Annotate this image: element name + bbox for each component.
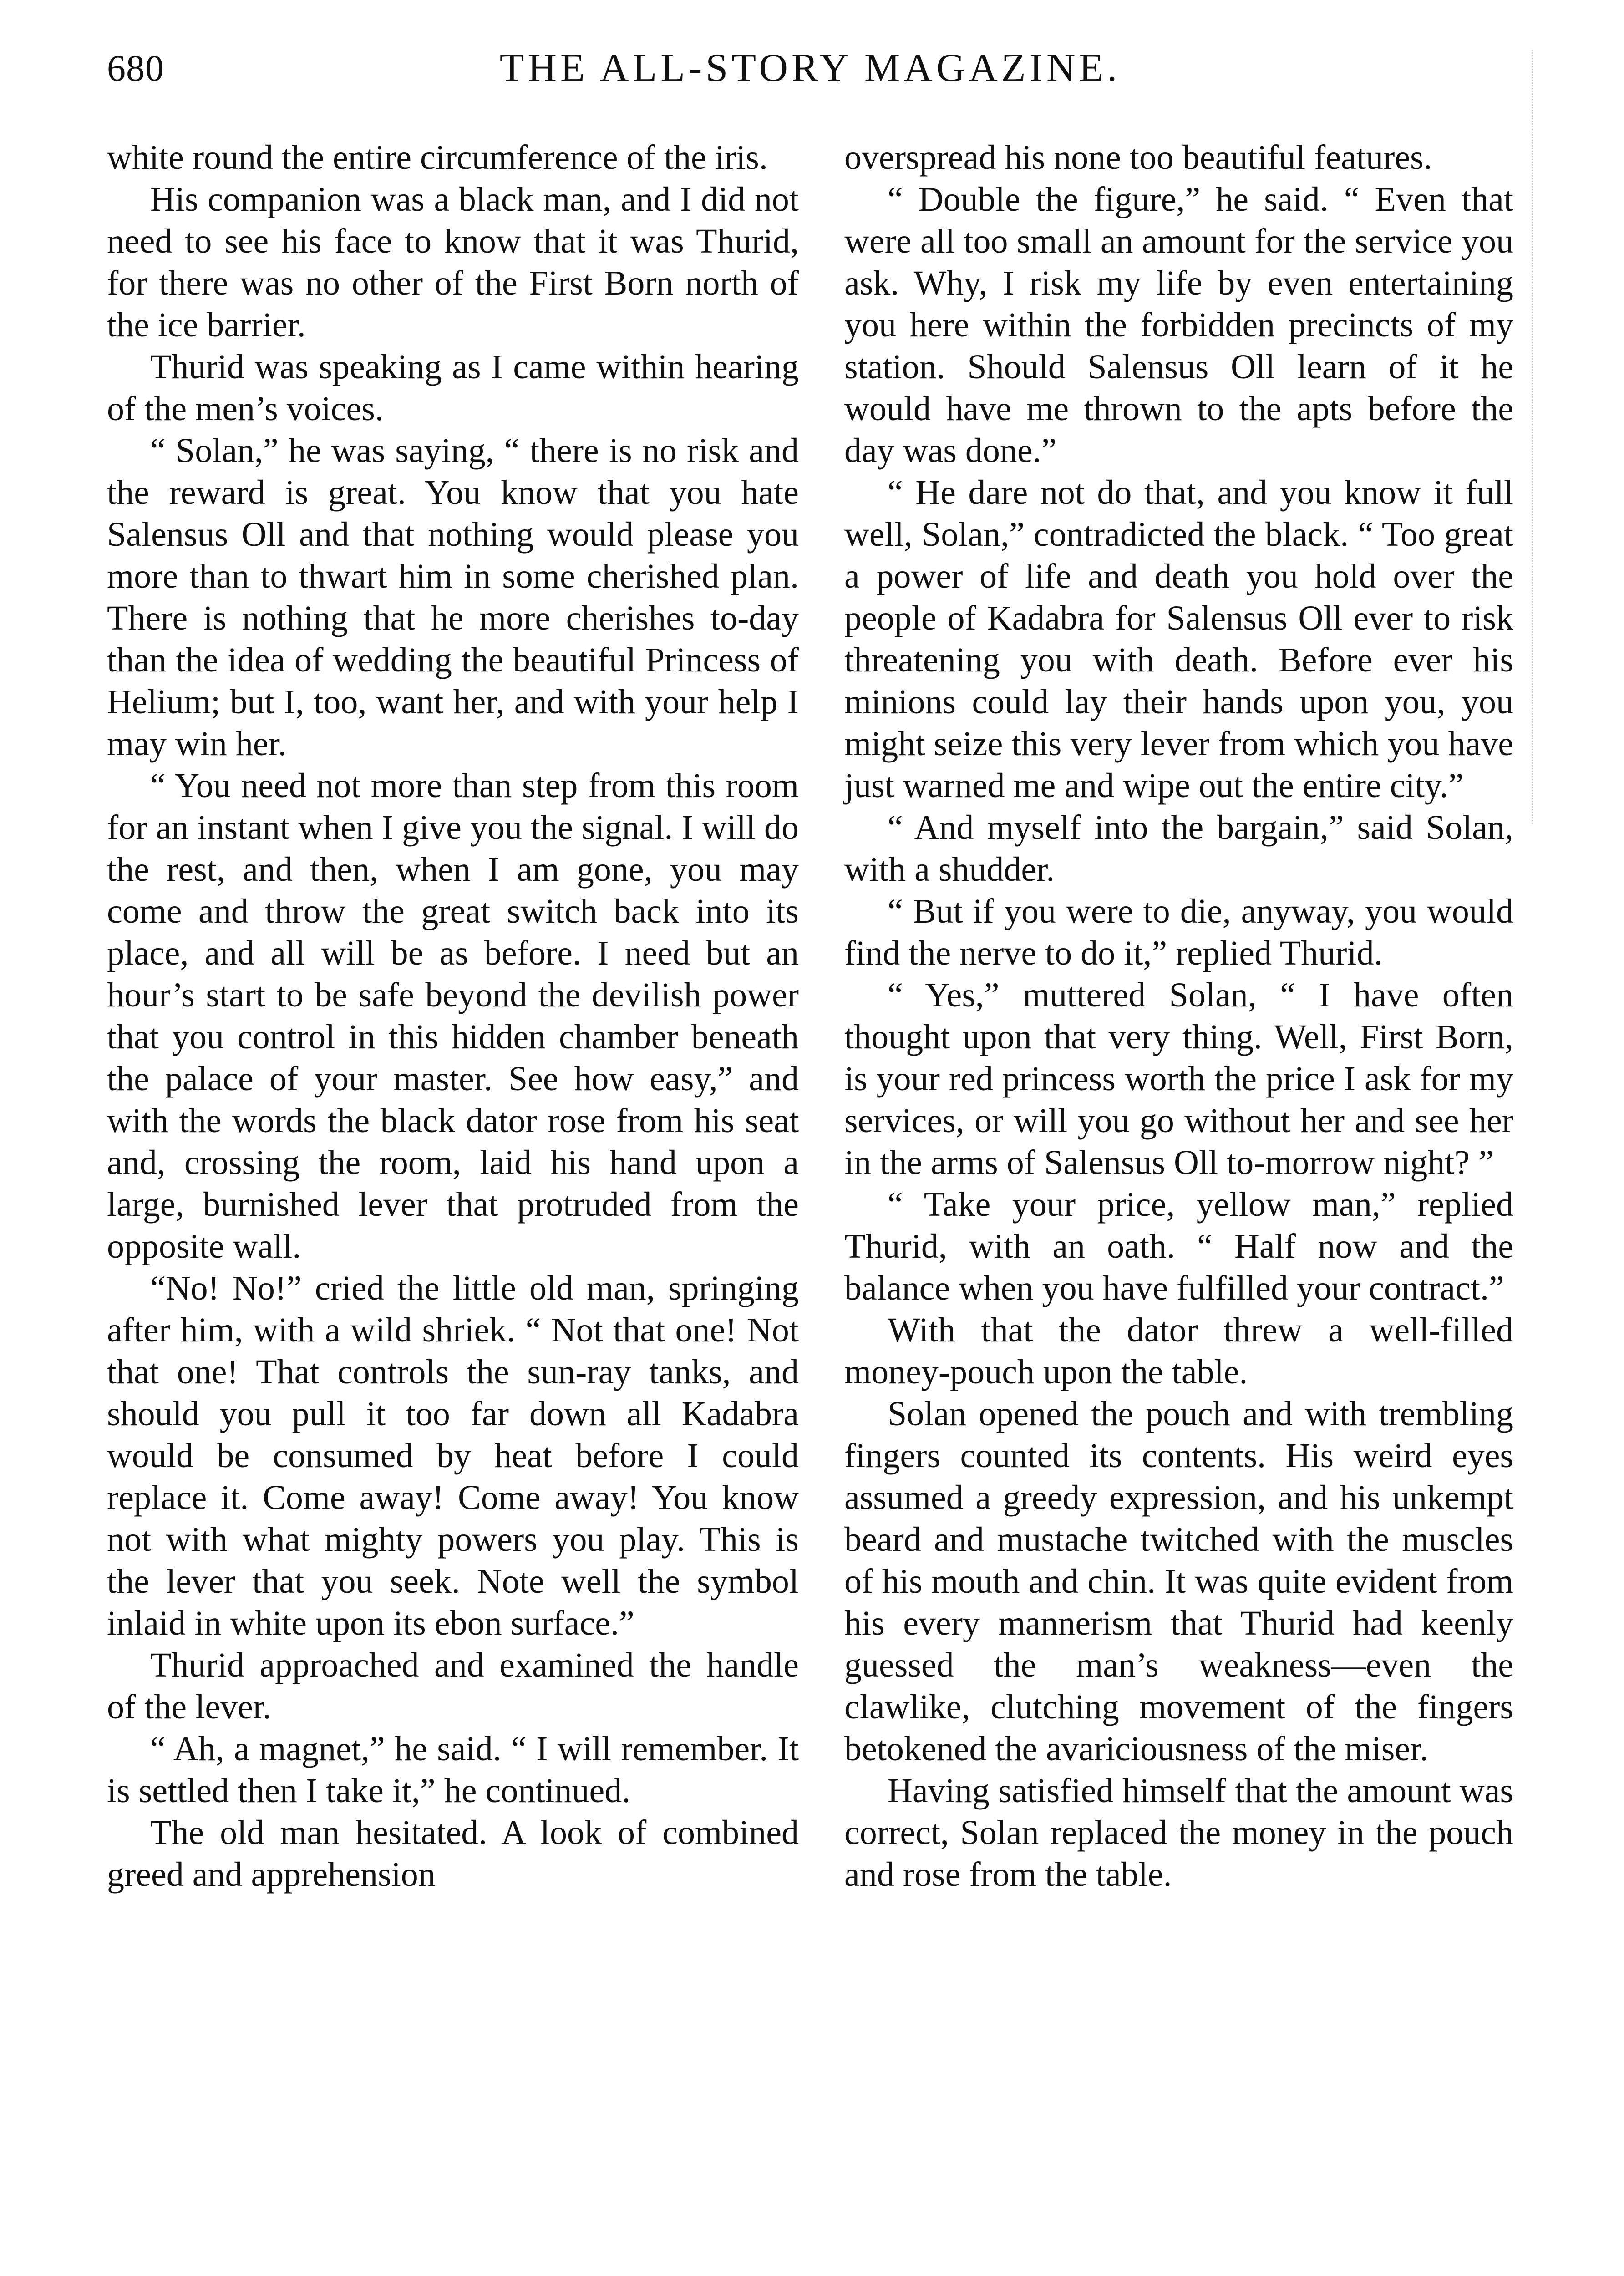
- paragraph: “ Ah, a magnet,” he said. “ I will remember. It is settled then I take it,” he continued.: [107, 1730, 799, 1810]
- paragraph: “ And myself into the bargain,” said Solan, with a shudder.: [844, 808, 1513, 889]
- paragraph: The old man hesitated. A look of combined greed and apprehension: [107, 1814, 799, 1894]
- paragraph: With that the dator threw a well-filled money-pouch upon the table.: [844, 1311, 1513, 1391]
- right-column: [844, 137, 1513, 1895]
- paragraph: Thurid approached and examined the handle of the lever.: [107, 1646, 799, 1726]
- paragraph: “ He dare not do that, and you know it full well, Solan,” contradicted the black. “ Too great a power of life and death you hold over the people of Kadabra for Salensus Oll ever to risk threatening you with death. Before ever his minions could lay their hands upon you, you might seize this very lever from which you have just warned me and wipe out the entire city.”: [844, 473, 1513, 805]
- paragraph: Having satisfied himself that the amount was correct, Solan replaced the money in the pouch and rose from the table.: [844, 1772, 1513, 1894]
- paragraph: “ You need not more than step from this room for an instant when I give you the signal. I will do the rest, and then, when I am gone, you may come and throw the great switch back into its place, and all will be as before. I need but an hour’s start to be safe beyond the devilish power that you control in this hidden chamber beneath the palace of your master. See how easy,” and with the words the black dator rose from his seat and, crossing the room, laid his hand upon a large, burnished lever that protruded from the opposite wall.: [107, 767, 799, 1265]
- paragraph: “ Solan,” he was saying, “ there is no risk and the reward is great. You know that you hate Salensus Oll and that nothing would please you more than to thwart him in some cherished plan. There is nothing that he more cherishes to-day than the idea of wedding the beautiful Princess of Helium; but I, too, want her, and with your help I may win her.: [107, 432, 799, 763]
- paragraph: “No! No!” cried the little old man, springing after him, with a wild shriek. “ Not that one! Not that one! That controls the sun-ray tanks, and should you pull it too far down all Kadabra would be consumed by heat before I could replace it. Come away! Come away! You know not with what mighty powers you play. This is the lever that you seek. Note well the symbol inlaid in white upon its ebon surface.”: [107, 1269, 799, 1642]
- paragraph: Thurid was speaking as I came within hearing of the men’s voices.: [107, 348, 799, 428]
- page-header: [107, 43, 1513, 102]
- paragraph: white round the entire circumference of the iris.: [107, 138, 768, 177]
- paragraph: “ Double the figure,” he said. “ Even that were all too small an amount for the service you ask. Why, I risk my life by even entertaining you here within the forbidden precincts of my station. Should Salensus Oll learn of it he would have me thrown to the apts before the day was done.”: [844, 180, 1513, 470]
- running-head: THE ALL-STORY MAGAZINE.: [499, 46, 1121, 90]
- left-column: [107, 137, 799, 1895]
- paragraph: overspread his none too beautiful features.: [844, 138, 1432, 177]
- page-number: 680: [107, 47, 164, 89]
- paragraph: His companion was a black man, and I did not need to see his face to know that it was Thurid, for there was no other of the First Born north of the ice barrier.: [107, 180, 799, 344]
- page-edge-marks: [1522, 50, 1533, 824]
- paragraph: Solan opened the pouch and with trembling fingers counted its contents. His weird eyes assumed a greedy expression, and his unkempt beard and mustache twitched with the muscles of his mouth and chin. It was quite evident from his every mannerism that Thurid had keenly guessed the man’s weakness—even the clawlike, clutching movement of the fingers betokened the avariciousness of the miser.: [844, 1395, 1513, 1768]
- paragraph: “ Take your price, yellow man,” replied Thurid, with an oath. “ Half now and the balance when you have fulfilled your contract.”: [844, 1185, 1513, 1307]
- paragraph: “ But if you were to die, anyway, you would find the nerve to do it,” replied Thurid.: [844, 892, 1513, 972]
- paragraph: “ Yes,” muttered Solan, “ I have often thought upon that very thing. Well, First Born, is your red princess worth the price I ask for my services, or will you go without her and see her in the arms of Salensus Oll to-morrow night? ”: [844, 976, 1513, 1182]
